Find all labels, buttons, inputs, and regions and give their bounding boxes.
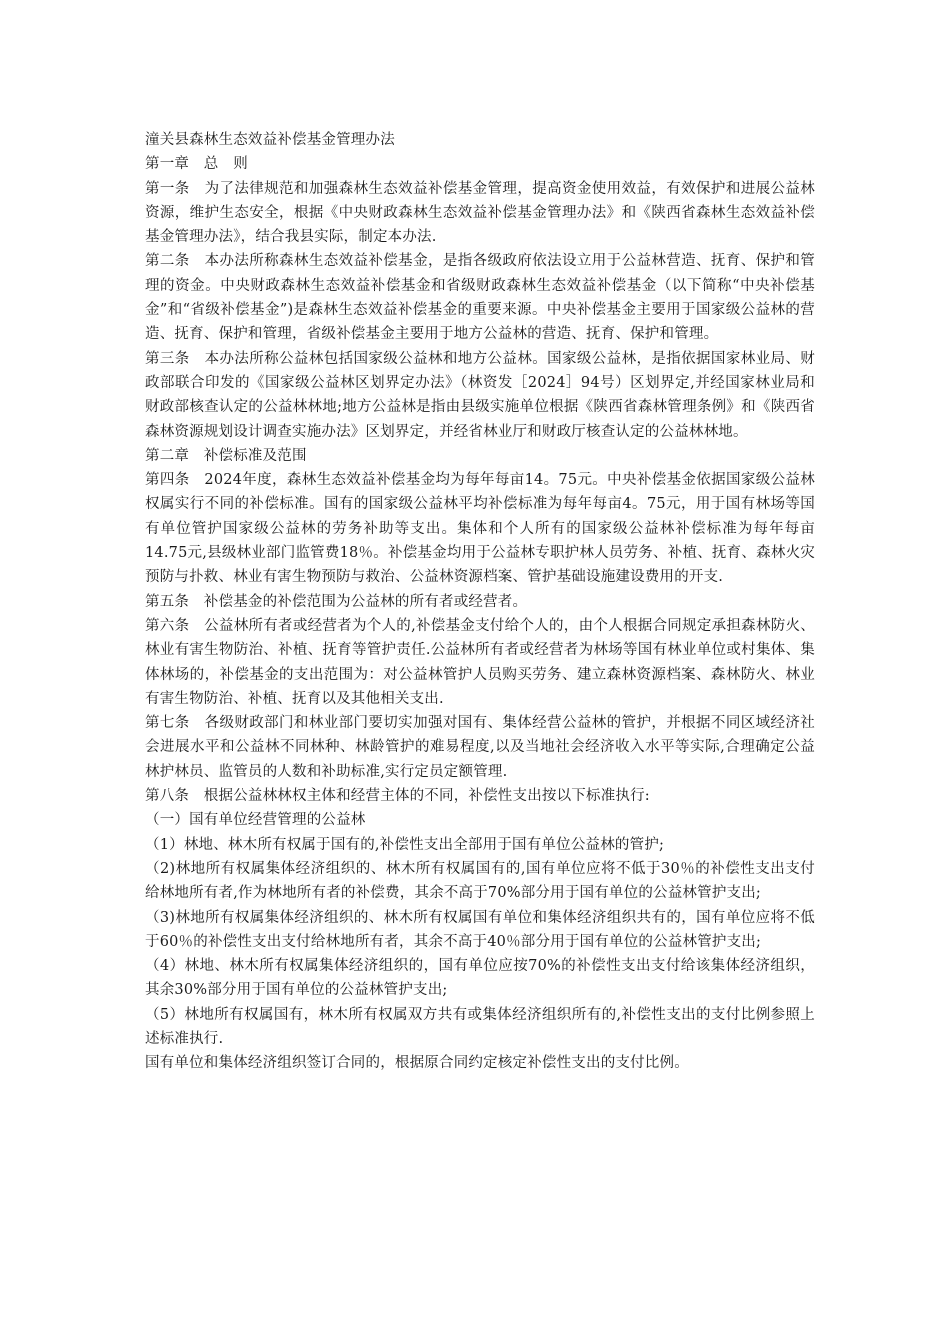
article-8: 第八条 根据公益林林权主体和经营主体的不同，补偿性支出按以下标准执行: <box>145 788 650 805</box>
list-item-2: （2)林地所有权属集体经济组织的、林木所有权属国有的,国有单位应将不低于30％的补偿性支出支付给林地所有者,作为林地所有者的补偿费，其余不高于70%部分用于国有单位的公益林管护支出; <box>145 860 815 902</box>
document-body <box>145 128 815 1076</box>
list-item-a: （一）国有单位经营管理的公益林 <box>145 812 366 829</box>
list-item-1: （1）林地、林木所有权属于国有的,补偿性支出全部用于国有单位公益林的管护; <box>145 836 665 853</box>
document-title: 潼关县森林生态效益补偿基金管理办法 <box>145 132 395 148</box>
list-item-4: （4）林地、林木所有权属集体经济组织的，国有单位应按70%的补偿性支出支付给该集体经济组织，其余30%部分用于国有单位的公益林管护支出; <box>145 958 815 999</box>
article-7: 第七条 各级财政部门和林业部门要切实加强对国有、集体经营公益林的管护，并根据不同区域经济社会进展水平和公益林不同林种、林龄管护的难易程度,以及当地社会经济收入水平等实际,合理确定公益林护林员、监管员的人数和补助标准,实行定员定额管理. <box>145 715 815 780</box>
article-3: 第三条 本办法所称公益林包括国家级公益林和地方公益林。国家级公益林，是指依据国家林业局、财政部联合印发的《国家级公益林区划界定办法》（林资发［2024］94号）区划界定,并经国家林业局和财政部核查认定的公益林林地;地方公益林是指由县级实施单位根据《陕西省森林管理条例》和《陕西省森林资源规划设计调查实施办法》区划界定，并经省林业厅和财政厅核查认定的公益林林地。 <box>145 350 815 440</box>
list-item-3: （3)林地所有权属集体经济组织的、林木所有权属国有单位和集体经济组织共有的，国有单位应将不低于60％的补偿性支出支付给林地所有者，其余不高于40％部分用于国有单位的公益林管护支出; <box>145 909 815 950</box>
article-6: 第六条 公益林所有者或经营者为个人的,补偿基金支付给个人的，由个人根据合同规定承担森林防火、林业有害生物防治、补植、抚育等管护责任.公益林所有者或经营者为林场等国有林业单位或村集体、集体林场的，补偿基金的支出范围为：对公益林管护人员购买劳务、建立森林资源档案、森林防火、林业有害生物防治、补植、抚育以及其他相关支出. <box>145 617 815 707</box>
article-5: 第五条 补偿基金的补偿范围为公益林的所有者或经营者。 <box>145 593 528 610</box>
chapter-1-heading: 第一章 总 则 <box>145 156 248 173</box>
closing-paragraph: 国有单位和集体经济组织签订合同的，根据原合同约定核定补偿性支出的支付比例。 <box>145 1055 689 1072</box>
chapter-2-heading: 第二章 补偿标准及范围 <box>145 447 307 464</box>
list-item-5: （5）林地所有权属国有，林木所有权属双方共有或集体经济组织所有的,补偿性支出的支付比例参照上述标准执行. <box>145 1006 815 1047</box>
article-4: 第四条 2024年度，森林生态效益补偿基金均为每年每亩14。75元。中央补偿基金依据国家级公益林权属实行不同的补偿标准。国有的国家级公益林平均补偿标准为每年每亩4。75元，用于国有林场等国有单位管护国家级公益林的劳务补助等支出。集体和个人所有的国家级公益林补偿标准为每年每亩14.75元,县级林业部门监管费18％。补偿基金均用于公益林专职护林人员劳务、补植、抚育、森林火灾预防与扑救、林业有害生物预防与救治、公益林资源档案、管护基础设施建设费用的开支. <box>145 472 815 586</box>
article-2: 第二条 本办法所称森林生态效益补偿基金，是指各级政府依法设立用于公益林营造、抚育、保护和管理的资金。中央财政森林生态效益补偿基金和省级财政森林生态效益补偿基金（以下简称“中央补偿基金”和“省级补偿基金”)是森林生态效益补偿基金的重要来源。中央补偿基金主要用于国家级公益林的营造、抚育、保护和管理，省级补偿基金主要用于地方公益林的营造、抚育、保护和管理。 <box>145 253 815 343</box>
article-1: 第一条 为了法律规范和加强森林生态效益补偿基金管理，提高资金使用效益，有效保护和进展公益林资源，维护生态安全，根据《中央财政森林生态效益补偿基金管理办法》和《陕西省森林生态效益补偿基金管理办法》，结合我县实际，制定本办法. <box>145 180 815 246</box>
